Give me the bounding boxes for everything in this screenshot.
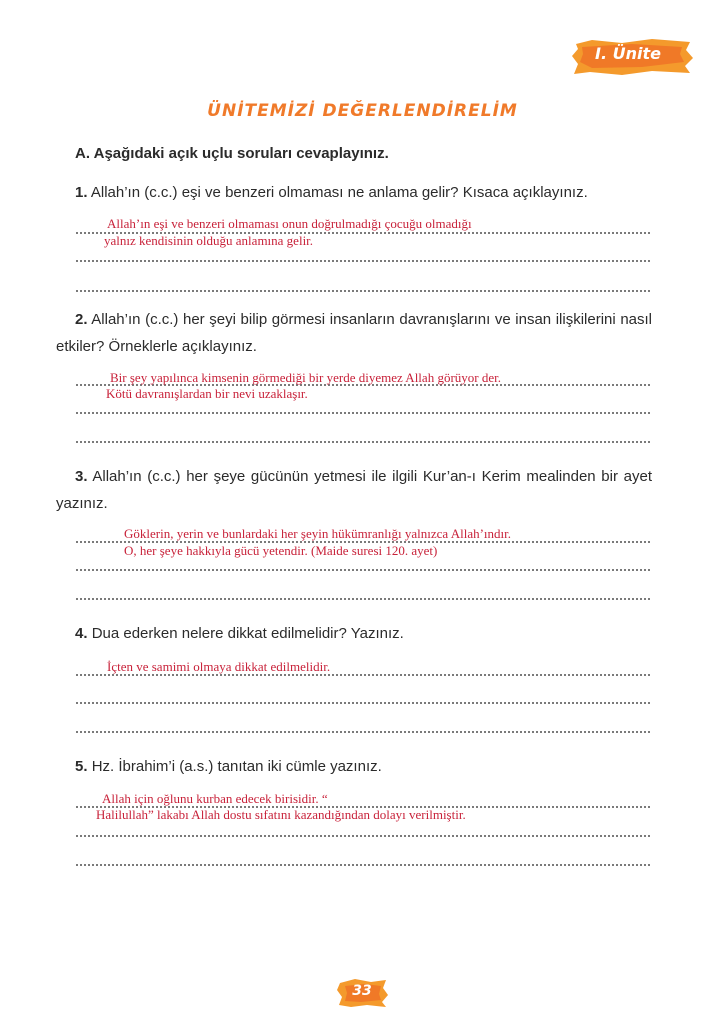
answer-line [76, 835, 650, 837]
answer-line [76, 598, 650, 600]
page-title: ÜNİTEMİZİ DEĞERLENDİRELİM [207, 101, 518, 121]
question-text: Allah’ın (c.c.) her şeye gücünün yetmesi ile ilgili Kur’an-ı Kerim mealinden bir ayet yazınız. [56, 468, 652, 512]
answer-text: yalnız kendisinin olduğu anlamına gelir. [104, 233, 314, 248]
question-text: Hz. İbrahim’i (a.s.) tanıtan iki cümle yazınız. [91, 758, 382, 775]
question-2 [56, 306, 652, 360]
question-number: 1. [75, 184, 88, 201]
unit-label: I. Ünite [595, 44, 661, 63]
answer-line [76, 864, 650, 866]
answer-text: Göklerin, yerin ve bunlardaki her şeyin hükümranlığı yalnızca Allah’ındır. [124, 526, 512, 541]
answer-text: Allah’ın eşi ve benzeri olmaması onun doğrulmadığı çocuğu olmadığı [107, 216, 472, 231]
question-5 [75, 753, 652, 780]
question-number: 5. [75, 758, 88, 775]
unit-badge [572, 38, 694, 76]
answer-text: Kötü davranışlardan bir nevi uzaklaşır. [106, 386, 308, 401]
answer-line [76, 702, 650, 704]
answer-text: Allah için oğlunu kurban edecek birisidir. “ [102, 791, 328, 806]
section-heading: A. Aşağıdaki açık uçlu soruları cevaplayınız. [75, 145, 389, 162]
answer-text: Bir şey yapılınca kimsenin görmediği bir yerde diyemez Allah görüyor der. [110, 370, 501, 385]
answer-text: Halilullah” lakabı Allah dostu sıfatını kazandığından dolayı verilmiştir. [96, 807, 466, 822]
answer-line [76, 441, 650, 443]
answer-line [76, 569, 650, 571]
question-text: Allah’ın (c.c.) eşi ve benzeri olmaması ne anlama gelir? Kısaca açıklayınız. [90, 184, 588, 201]
question-4 [75, 620, 652, 647]
answer-line [76, 260, 650, 262]
answer-line [76, 412, 650, 414]
page-number: 33 [352, 983, 372, 999]
answer-line [76, 290, 650, 292]
answer-text: O, her şeye hakkıyla gücü yetendir. (Maide suresi 120. ayet) [124, 543, 438, 558]
page-number-badge [337, 978, 389, 1008]
question-number: 4. [75, 625, 88, 642]
question-text: Dua ederken nelere dikkat edilmelidir? Yazınız. [91, 625, 404, 642]
answer-line [76, 731, 650, 733]
question-3 [56, 463, 652, 517]
question-number: 2. [75, 311, 88, 328]
question-text: Allah’ın (c.c.) her şeyi bilip görmesi insanların davranışlarını ve insan ilişkilerini nasıl etkiler? Örneklerle açıklayınız. [56, 311, 652, 355]
question-number: 3. [75, 468, 88, 485]
answer-text: İçten ve samimi olmaya dikkat edilmelidir. [107, 659, 331, 674]
question-1 [75, 179, 652, 206]
